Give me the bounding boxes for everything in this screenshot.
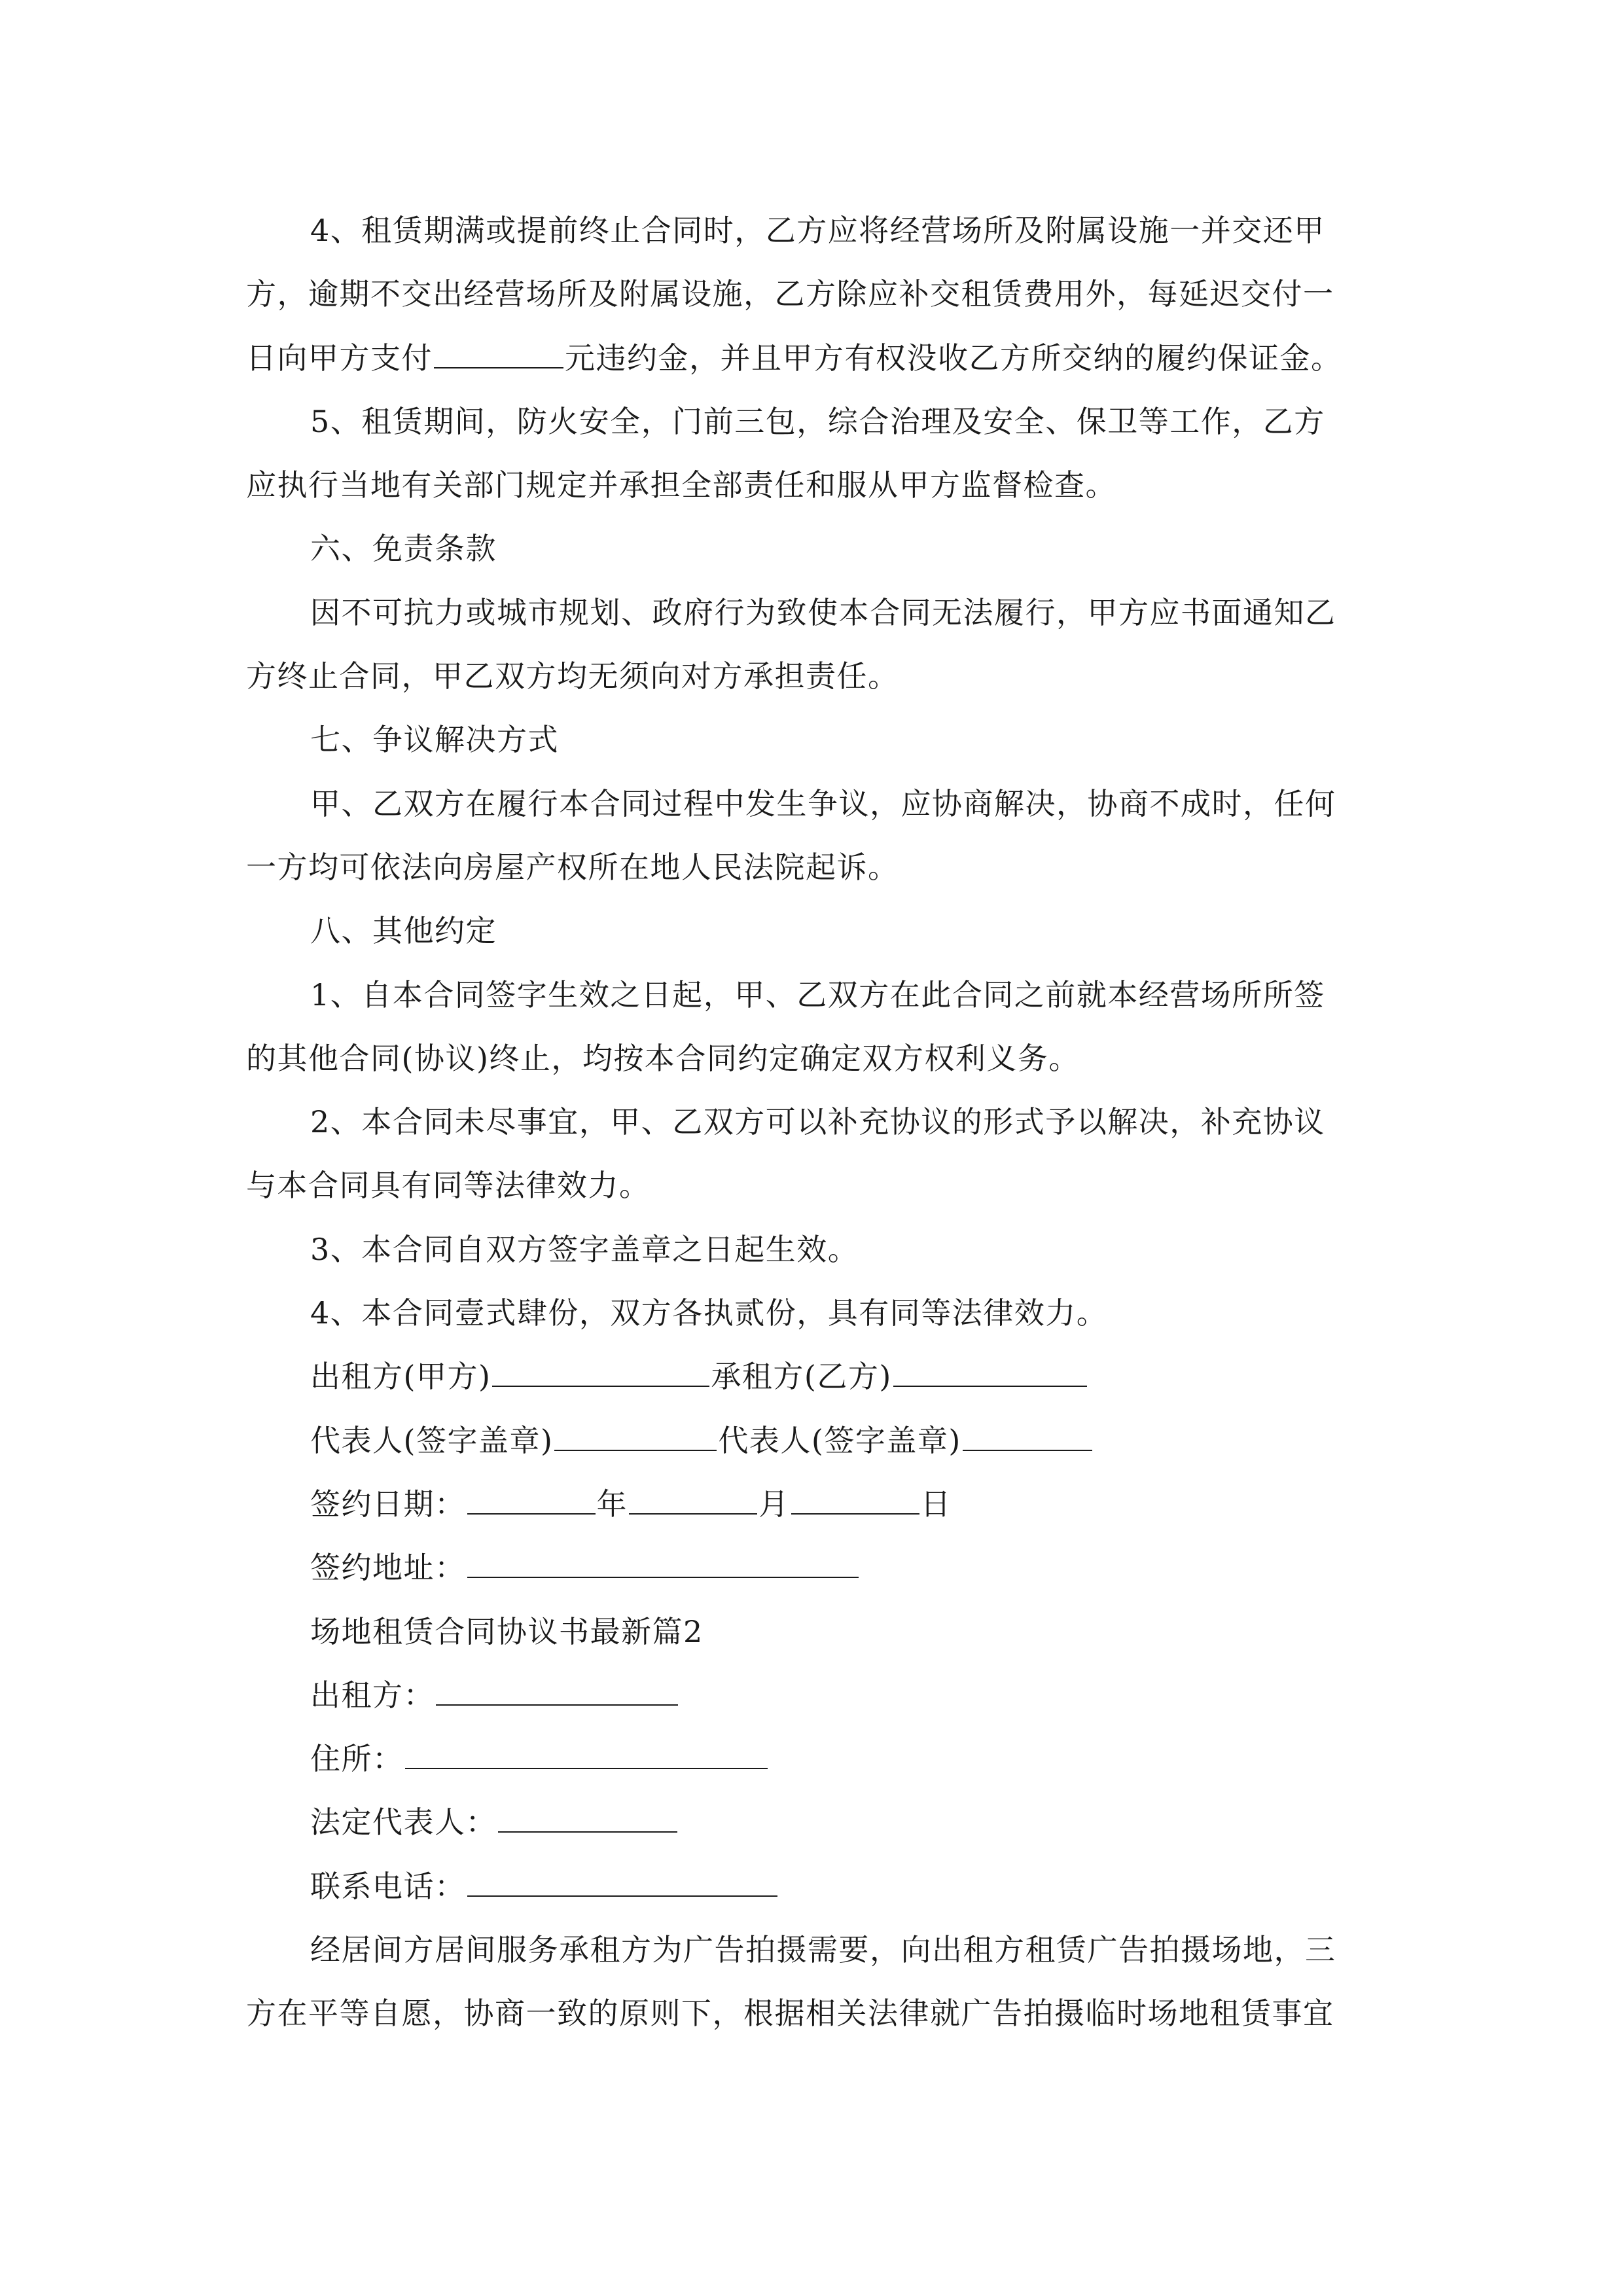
lessor-field-line: [246, 1664, 1378, 1727]
rep-blank: [554, 1425, 717, 1451]
date-label: 签约日期：: [310, 1486, 466, 1522]
text-line: 4、本合同壹式肆份，双方各执贰份，具有同等法律效力。: [310, 1295, 1108, 1331]
year-blank: [467, 1488, 596, 1515]
text-line: 方，逾期不交出经营场所及附属设施，乙方除应补交租赁费用外，每延迟交付一: [246, 276, 1334, 312]
text-line: 1、自本合同签字生效之日起，甲、乙双方在此合同之前就本经营场所所签: [310, 977, 1325, 1013]
fill-in-blank: [434, 342, 563, 368]
section-heading: 六、免责条款: [310, 531, 497, 567]
residence-field-line: [246, 1727, 1378, 1791]
address-blank: [467, 1552, 859, 1578]
text-segment: 元违约金，并且甲方有权没收乙方所交纳的履约保证金。: [565, 340, 1342, 376]
day-blank: [791, 1488, 919, 1515]
lessor-label: 出租方(甲方): [310, 1359, 491, 1395]
text-line: 4、租赁期满或提前终止合同时，乙方应将经营场所及附属设施一并交还甲: [310, 213, 1325, 248]
lessor-blank: [492, 1361, 709, 1387]
text-segment: 日向甲方支付: [246, 340, 433, 376]
text-line: 与本合同具有同等法律效力。: [246, 1168, 651, 1204]
phone-field-line: [246, 1855, 1378, 1918]
month-blank: [629, 1488, 757, 1515]
month-label: 月: [758, 1486, 790, 1522]
signing-address-line: [246, 1536, 1378, 1600]
legal-rep-blank: [498, 1806, 677, 1833]
legal-rep-field-line: [246, 1791, 1378, 1854]
day-label: 日: [920, 1486, 952, 1522]
text-line: 应执行当地有关部门规定并承担全部责任和服从甲方监督检查。: [246, 467, 1116, 503]
residence-blank: [405, 1743, 768, 1769]
text-line: [246, 327, 1378, 390]
legal-rep-label: 法定代表人：: [310, 1804, 497, 1840]
phone-blank: [467, 1871, 777, 1897]
residence-label: 住所：: [310, 1741, 404, 1777]
signature-parties-line: [246, 1345, 1378, 1408]
text-line: 甲、乙双方在履行本合同过程中发生争议，应协商解决，协商不成时，任何: [310, 785, 1336, 821]
text-line: 因不可抗力或城市规划、政府行为致使本合同无法履行，甲方应书面通知乙: [310, 594, 1336, 630]
signing-date-line: [246, 1473, 1378, 1536]
text-line: 一方均可依法向房屋产权所在地人民法院起诉。: [246, 849, 899, 885]
rep-label: 代表人(签字盖章): [718, 1422, 961, 1458]
text-line: 经居间方居间服务承租方为广告拍摄需要，向出租方租赁广告拍摄场地，三: [310, 1932, 1336, 1968]
text-line: 5、租赁期间，防火安全，门前三包，综合治理及安全、保卫等工作，乙方: [310, 403, 1325, 439]
rep-label: 代表人(签字盖章): [310, 1422, 554, 1458]
address-label: 签约地址：: [310, 1550, 466, 1586]
year-label: 年: [596, 1486, 628, 1522]
document-body: [246, 199, 1378, 2046]
text-line: 方终止合同，甲乙双方均无须向对方承担责任。: [246, 658, 899, 694]
lessee-label: 承租方(乙方): [711, 1359, 892, 1395]
text-line: 2、本合同未尽事宜，甲、乙双方可以补充协议的形式予以解决，补充协议: [310, 1104, 1325, 1140]
section-title: 场地租赁合同协议书最新篇2: [310, 1613, 704, 1649]
text-line: 的其他合同(协议)终止，均按本合同约定确定双方权利义务。: [246, 1040, 1080, 1076]
rep-blank: [963, 1425, 1092, 1451]
phone-label: 联系电话：: [310, 1868, 466, 1904]
lessor-label: 出租方：: [310, 1677, 435, 1713]
lessor-blank: [436, 1679, 678, 1706]
section-heading: 七、争议解决方式: [310, 722, 559, 758]
section-heading: 八、其他约定: [310, 913, 497, 949]
text-line: 3、本合同自双方签字盖章之日起生效。: [310, 1231, 859, 1267]
signature-rep-line: [246, 1409, 1378, 1473]
text-line: 方在平等自愿，协商一致的原则下，根据相关法律就广告拍摄临时场地租赁事宜: [246, 1996, 1334, 2032]
lessee-blank: [893, 1361, 1087, 1387]
